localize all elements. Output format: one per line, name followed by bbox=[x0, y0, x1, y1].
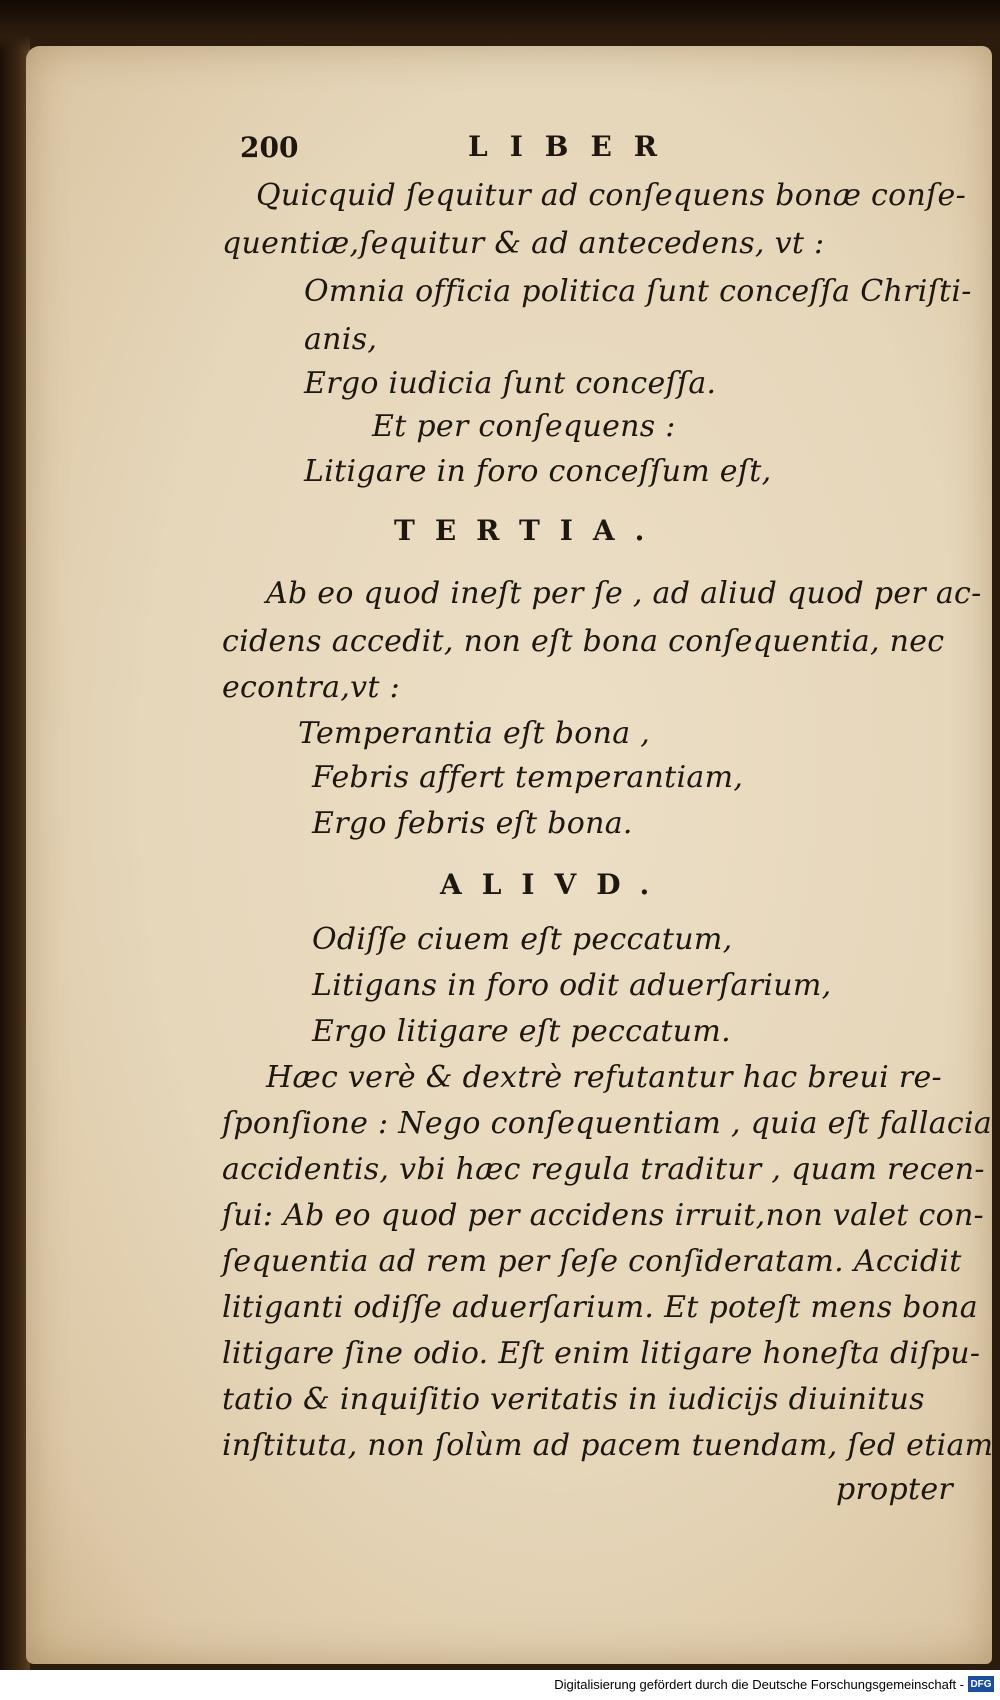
text-line: Ergo iudicia ſunt conceſſa. bbox=[304, 366, 717, 401]
text-line: Litigans in foro odit aduerſarium, bbox=[312, 968, 832, 1003]
text-line: Omnia officia politica ſunt conceſſa Chriſti- bbox=[304, 274, 972, 309]
text-line: litiganti odiſſe aduerſarium. Et poteſt mens bona bbox=[222, 1290, 978, 1325]
text-line: Ergo litigare eſt peccatum. bbox=[312, 1014, 731, 1049]
dfg-logo-icon: DFG bbox=[968, 1676, 994, 1692]
text-line: inſtituta, non ſolùm ad pacem tuendam, ſed etiam bbox=[222, 1428, 994, 1463]
text-line: anis, bbox=[304, 322, 378, 357]
text-line: litigare ſine odio. Eſt enim litigare honeſta diſpu- bbox=[222, 1336, 981, 1371]
text-line: accidentis, vbi hæc regula traditur , quam recen- bbox=[222, 1152, 985, 1187]
section-title-aliud: ALIVD. bbox=[440, 868, 670, 901]
text-line: tatio & inquiſitio veritatis in iudicijs diuinitus bbox=[222, 1382, 925, 1417]
text-line: Odiſſe ciuem eſt peccatum, bbox=[312, 922, 733, 957]
text-line: Et per conſequens : bbox=[372, 409, 676, 444]
page-number: 200 bbox=[240, 131, 299, 164]
text-line: Temperantia eſt bona , bbox=[298, 716, 651, 751]
digitization-footer bbox=[0, 1670, 1000, 1700]
text-line: Febris affert temperantiam, bbox=[312, 760, 744, 795]
text-line: Quicquid ſequitur ad conſequens bonæ conſe- bbox=[256, 178, 967, 213]
top-page-edge bbox=[0, 0, 1000, 52]
dfg-credit-text: Digitalisierung gefördert durch die Deutsche Forschungsgemeinschaft - bbox=[554, 1677, 964, 1692]
text-line: Litigare in foro conceſſum eſt, bbox=[304, 454, 772, 489]
section-title-tertia: TERTIA. bbox=[394, 514, 665, 547]
text-line: Ergo febris eſt bona. bbox=[312, 806, 633, 841]
page-text bbox=[26, 46, 992, 1664]
book-page bbox=[26, 46, 992, 1664]
text-line: quentiæ,ſequitur & ad antecedens, vt : bbox=[222, 226, 825, 261]
text-line: Ab eo quod ineſt per ſe , ad aliud quod per ac- bbox=[266, 576, 982, 611]
text-line: econtra,vt : bbox=[222, 670, 401, 705]
catchword: propter bbox=[836, 1472, 954, 1507]
text-line: ſequentia ad rem per ſeſe conſideratam. Accidit bbox=[222, 1244, 962, 1279]
text-line: Hæc verè & dextrè refutantur hac breui re- bbox=[266, 1060, 942, 1095]
text-line: ſui: Ab eo quod per accidens irruit,non valet con- bbox=[222, 1198, 984, 1233]
text-line: ſponſione : Nego conſequentiam , quia eſt fallacia bbox=[222, 1106, 993, 1141]
text-line: cidens accedit, non eſt bona conſequentia, nec bbox=[222, 624, 945, 659]
running-title: LIBER bbox=[468, 130, 680, 163]
